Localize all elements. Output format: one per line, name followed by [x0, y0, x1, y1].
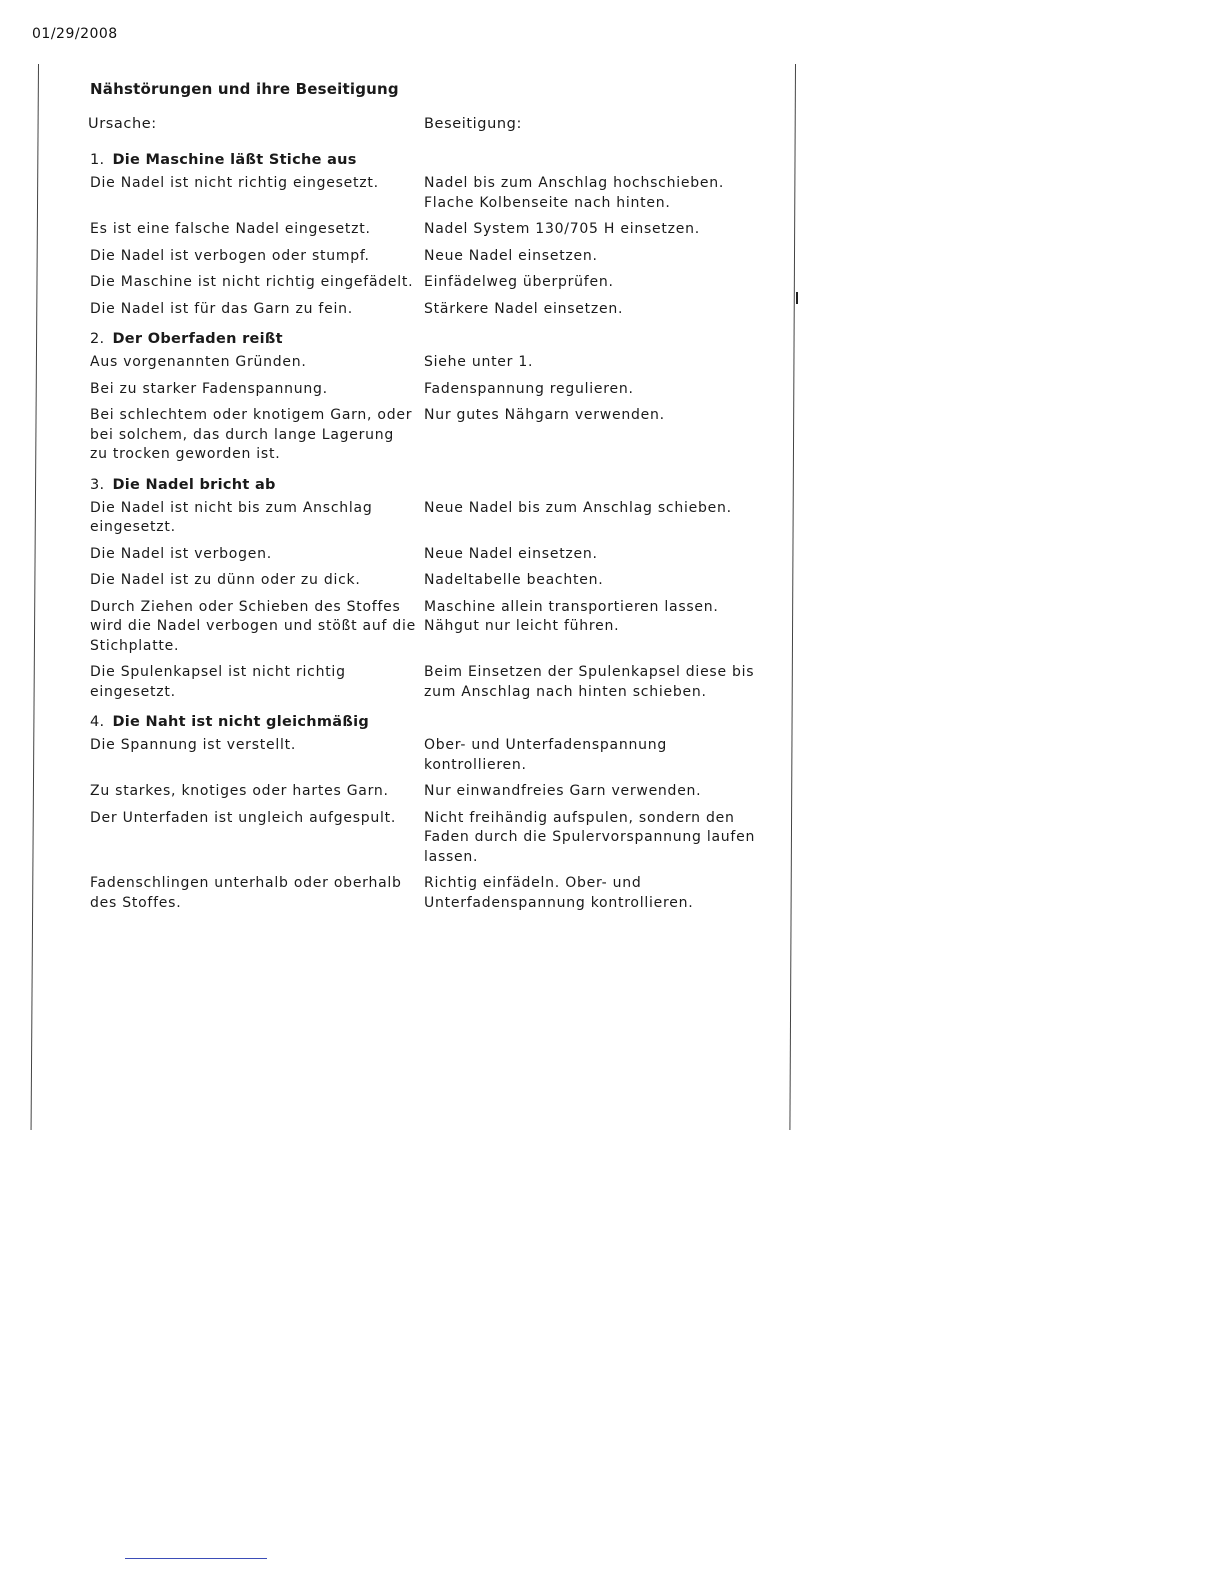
- fix-cell: Beim Einsetzen der Spulenkapsel diese bis zum Anschlag nach hinten schieben.: [424, 664, 755, 700]
- table-row: [88, 663, 768, 702]
- section-number: 1.: [90, 152, 105, 168]
- fix-cell: Einfädelweg überprüfen.: [424, 274, 614, 290]
- fix-cell: Nadel System 130/705 H einsetzen.: [424, 221, 700, 237]
- section-title: [90, 477, 768, 493]
- date-stamp: 01/29/2008: [32, 26, 118, 42]
- fix-cell: Nadeltabelle beachten.: [424, 572, 604, 588]
- table-row: [88, 174, 768, 213]
- table-row: [88, 220, 768, 240]
- section-2: [88, 331, 768, 465]
- fix-cell: Neue Nadel einsetzen.: [424, 545, 598, 562]
- cause-cell: Der Unterfaden ist ungleich aufgespult.: [90, 809, 397, 826]
- cause-cell: Die Nadel ist verbogen.: [90, 545, 272, 562]
- section-title: [90, 152, 768, 168]
- section-1: [88, 152, 768, 319]
- section-heading-text: Die Naht ist nicht gleichmäßig: [112, 714, 370, 730]
- fix-cell: Neue Nadel bis zum Anschlag schieben.: [424, 499, 732, 516]
- cause-cell: Bei zu starker Fadenspannung.: [90, 380, 328, 397]
- cause-cell: Fadenschlingen unterhalb oder oberhalb des Stoffes.: [90, 875, 402, 911]
- cause-cell: Es ist eine falsche Nadel eingesetzt.: [90, 221, 371, 237]
- section-title: [90, 331, 768, 347]
- section-number: 2.: [90, 331, 105, 347]
- table-row: [88, 380, 768, 400]
- table-row: [88, 273, 768, 293]
- cause-cell: Die Spulenkapsel ist nicht richtig eingesetzt.: [90, 664, 346, 700]
- cause-cell: Die Nadel ist verbogen oder stumpf.: [90, 247, 370, 264]
- fix-cell: Richtig einfädeln. Ober- und Unterfadenspannung kontrollieren.: [424, 875, 694, 911]
- section-title: [90, 714, 768, 730]
- right-margin-rule: [789, 64, 796, 1130]
- cause-cell: Die Spannung ist verstellt.: [90, 737, 297, 753]
- fix-cell: Maschine allein transportieren lassen. Nähgut nur leicht führen.: [424, 598, 719, 634]
- cause-cell: Zu starkes, knotiges oder hartes Garn.: [90, 783, 389, 799]
- column-header-cause: Ursache:: [88, 116, 157, 132]
- section-heading-text: Der Oberfaden reißt: [112, 331, 283, 347]
- sections-container: [88, 152, 768, 913]
- fix-cell: Nicht freihändig aufspulen, sondern den Faden durch die Spulervorspannung laufen lassen.: [424, 809, 756, 865]
- column-headers: [88, 116, 768, 132]
- table-row: [88, 809, 768, 868]
- cause-cell: Durch Ziehen oder Schieben des Stoffes wird die Nadel verbogen und stößt auf die Stichplatte.: [90, 598, 417, 654]
- table-row: [88, 247, 768, 267]
- table-row: [88, 406, 768, 465]
- section-number: 4.: [90, 714, 105, 730]
- section-heading-text: Die Nadel bricht ab: [112, 476, 276, 493]
- cause-cell: Die Nadel ist nicht bis zum Anschlag eingesetzt.: [90, 499, 373, 535]
- table-row: [88, 874, 768, 913]
- cause-cell: Die Nadel ist zu dünn oder zu dick.: [90, 572, 361, 588]
- table-row: [88, 300, 768, 320]
- document-title: Nähstörungen und ihre Beseitigung: [90, 80, 399, 98]
- troubleshooting-document: [88, 80, 768, 925]
- cause-cell: Die Nadel ist nicht richtig eingesetzt.: [90, 175, 379, 191]
- fix-cell: Stärkere Nadel einsetzen.: [424, 300, 624, 317]
- section-3: [88, 477, 768, 703]
- table-row: [88, 736, 768, 775]
- section-4: [88, 714, 768, 913]
- table-row: [88, 353, 768, 373]
- table-row: [88, 782, 768, 802]
- bottom-rule: [125, 1558, 267, 1559]
- cause-cell: Aus vorgenannten Gründen.: [90, 354, 307, 370]
- table-row: [88, 598, 768, 657]
- section-number: 3.: [90, 476, 105, 493]
- fix-cell: Nur gutes Nähgarn verwenden.: [424, 407, 665, 423]
- fix-cell: Siehe unter 1.: [424, 354, 534, 370]
- fix-cell: Nadel bis zum Anschlag hochschieben. Flache Kolbenseite nach hinten.: [424, 175, 725, 211]
- fix-cell: Ober- und Unterfadenspannung kontrollieren.: [424, 737, 667, 773]
- table-row: [88, 499, 768, 538]
- cause-cell: Die Nadel ist für das Garn zu fein.: [90, 300, 353, 317]
- left-margin-rule: [31, 64, 39, 1130]
- fix-cell: Neue Nadel einsetzen.: [424, 247, 598, 264]
- fix-cell: Fadenspannung regulieren.: [424, 380, 634, 397]
- fix-cell: Nur einwandfreies Garn verwenden.: [424, 783, 702, 799]
- table-row: [88, 571, 768, 591]
- right-margin-mark: [796, 292, 798, 304]
- cause-cell: Die Maschine ist nicht richtig eingefädelt.: [90, 274, 414, 290]
- column-header-fix: Beseitigung:: [424, 116, 522, 132]
- cause-cell: Bei schlechtem oder knotigem Garn, oder bei solchem, das durch lange Lagerung zu trocken geworden ist.: [90, 407, 413, 462]
- section-heading-text: Die Maschine läßt Stiche aus: [112, 152, 357, 168]
- table-row: [88, 545, 768, 565]
